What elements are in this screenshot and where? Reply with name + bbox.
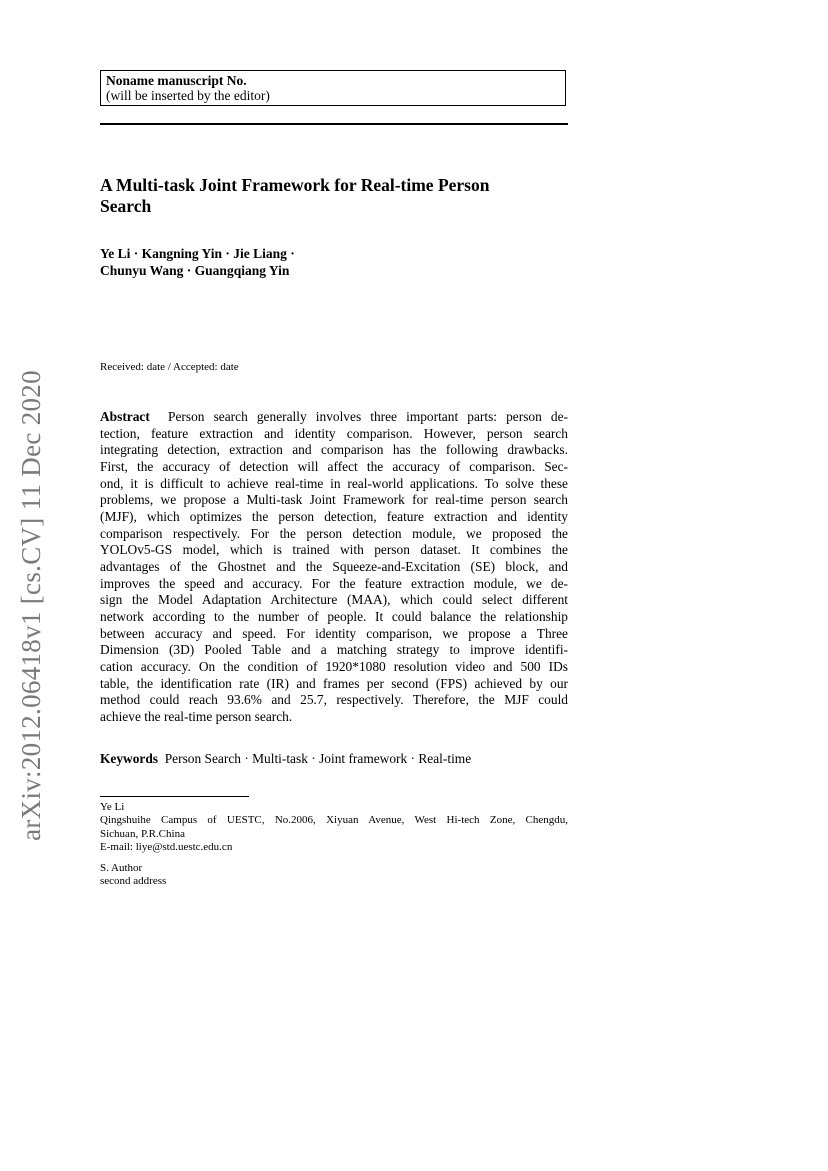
paper-title (100, 175, 570, 217)
abstract-line: YOLOv5-GS model, which is trained with person dataset. It combines the (100, 542, 568, 558)
manuscript-box (100, 70, 566, 106)
editor-note: (will be inserted by the editor) (106, 88, 270, 103)
affiliation-address: Qingshuihe Campus of UESTC, No.2006, Xiyuan Avenue, West Hi-tech Zone, Chengdu, (100, 814, 568, 827)
arxiv-sidebar-stamp (11, 360, 51, 850)
second-author-address: second address (100, 875, 167, 888)
second-author-affiliation (100, 862, 568, 889)
affiliation-address: Sichuan, P.R.China (100, 827, 185, 840)
second-author-name: S. Author (100, 862, 143, 874)
keywords-label: Keywords (100, 751, 159, 766)
title-line: Search (100, 196, 152, 216)
abstract-line (100, 409, 568, 426)
received-date: Received: date / Accepted: date (100, 361, 239, 373)
arxiv-id: arXiv:2012.06418v1 [cs.CV] 11 Dec 2020 (15, 369, 46, 841)
author-line: Ye Li · Kangning Yin · Jie Liang · (100, 246, 295, 261)
abstract-line: First, the accuracy of detection will affect the accuracy of comparison. Sec- (100, 458, 568, 474)
footnote-rule (100, 796, 249, 797)
abstract-line: cation accuracy. On the condition of 1920*1080 resolution video and 500 IDs (100, 658, 568, 674)
abstract-line: table, the identification rate (IR) and frames per second (FPS) achieved by our (100, 675, 568, 691)
abstract-line: advantages of the Ghostnet and the Squeeze-and-Excitation (SE) block, and (100, 558, 568, 574)
abstract-line: between accuracy and speed. For identity comparison, we propose a Three (100, 625, 568, 641)
manuscript-number: Noname manuscript No. (106, 73, 247, 88)
title-line: A Multi-task Joint Framework for Real-time Person (100, 175, 490, 195)
keywords (100, 751, 570, 767)
abstract-line: sign the Model Adaptation Architecture (MAA), which could select different (100, 592, 568, 608)
affiliation-name: Ye Li (100, 801, 125, 813)
abstract-line: comparison respectively. For the person detection module, we proposed the (100, 525, 568, 541)
abstract-line: network according to the number of people. It could balance the relationship (100, 608, 568, 624)
abstract-text: Person search generally involves three important parts: person de- (168, 409, 568, 424)
abstract-line: ond, it is difficult to achieve real-time in real-world applications. To solve these (100, 475, 568, 491)
abstract-line: improves the speed and accuracy. For the feature extraction module, we de- (100, 575, 568, 591)
keywords-text: Person Search · Multi-task · Joint framework · Real-time (164, 751, 472, 766)
abstract-line: (MJF), which optimizes the person detection, feature extraction and identity (100, 508, 568, 524)
author-line: Chunyu Wang · Guangqiang Yin (100, 263, 290, 278)
abstract-line: integrating detection, extraction and comparison has the following drawbacks. (100, 442, 568, 458)
abstract (100, 409, 568, 725)
abstract-line: achieve the real-time person search. (100, 708, 293, 724)
abstract-line: Dimension (3D) Pooled Table and a matching strategy to improve identifi- (100, 642, 568, 658)
affiliation-email: E-mail: liye@std.uestc.edu.cn (100, 840, 233, 853)
abstract-label: Abstract (100, 409, 150, 424)
author-affiliation (100, 801, 568, 854)
abstract-line: tection, feature extraction and identity comparison. However, person search (100, 425, 568, 441)
abstract-line: method could reach 93.6% and 25.7, respectively. Therefore, the MJF could (100, 692, 568, 708)
header-rule (100, 123, 568, 125)
abstract-line: problems, we propose a Multi-task Joint Framework for real-time person search (100, 492, 568, 508)
author-list (100, 245, 570, 279)
